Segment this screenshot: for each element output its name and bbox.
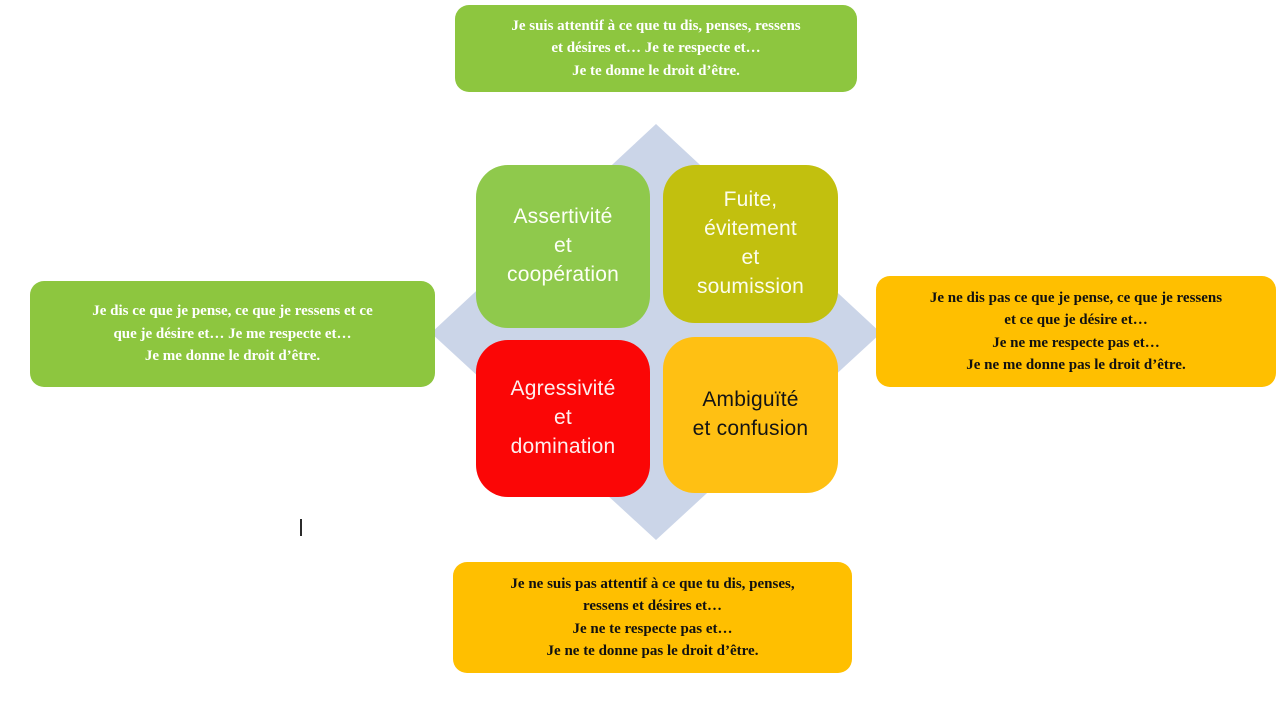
callout-attentive-negative: Je ne suis pas attentif à ce que tu dis, penses, ressens et désires et… Je ne te respecte pas et… Je ne te donne pas le droit d’être.	[453, 562, 852, 673]
quadrant-assertivite-cooperation: Assertivité et coopération	[476, 165, 650, 328]
callout-attentive-positive: Je suis attentif à ce que tu dis, penses, ressens et désires et… Je te respecte et… Je te donne le droit d’être.	[455, 5, 857, 92]
quadrant-ambiguite-confusion: Ambiguïté et confusion	[663, 337, 838, 493]
callout-self-expression-negative: Je ne dis pas ce que je pense, ce que je ressens et ce que je désire et… Je ne me respecte pas et… Je ne me donne pas le droit d’être.	[876, 276, 1276, 387]
quadrant-fuite-evitement-soumission: Fuite, évitement et soumission	[663, 165, 838, 323]
text-cursor-mark	[300, 519, 302, 536]
callout-self-expression-positive: Je dis ce que je pense, ce que je ressens et ce que je désire et… Je me respecte et… Je me donne le droit d’être.	[30, 281, 435, 387]
quadrant-agressivite-domination: Agressivité et domination	[476, 340, 650, 497]
